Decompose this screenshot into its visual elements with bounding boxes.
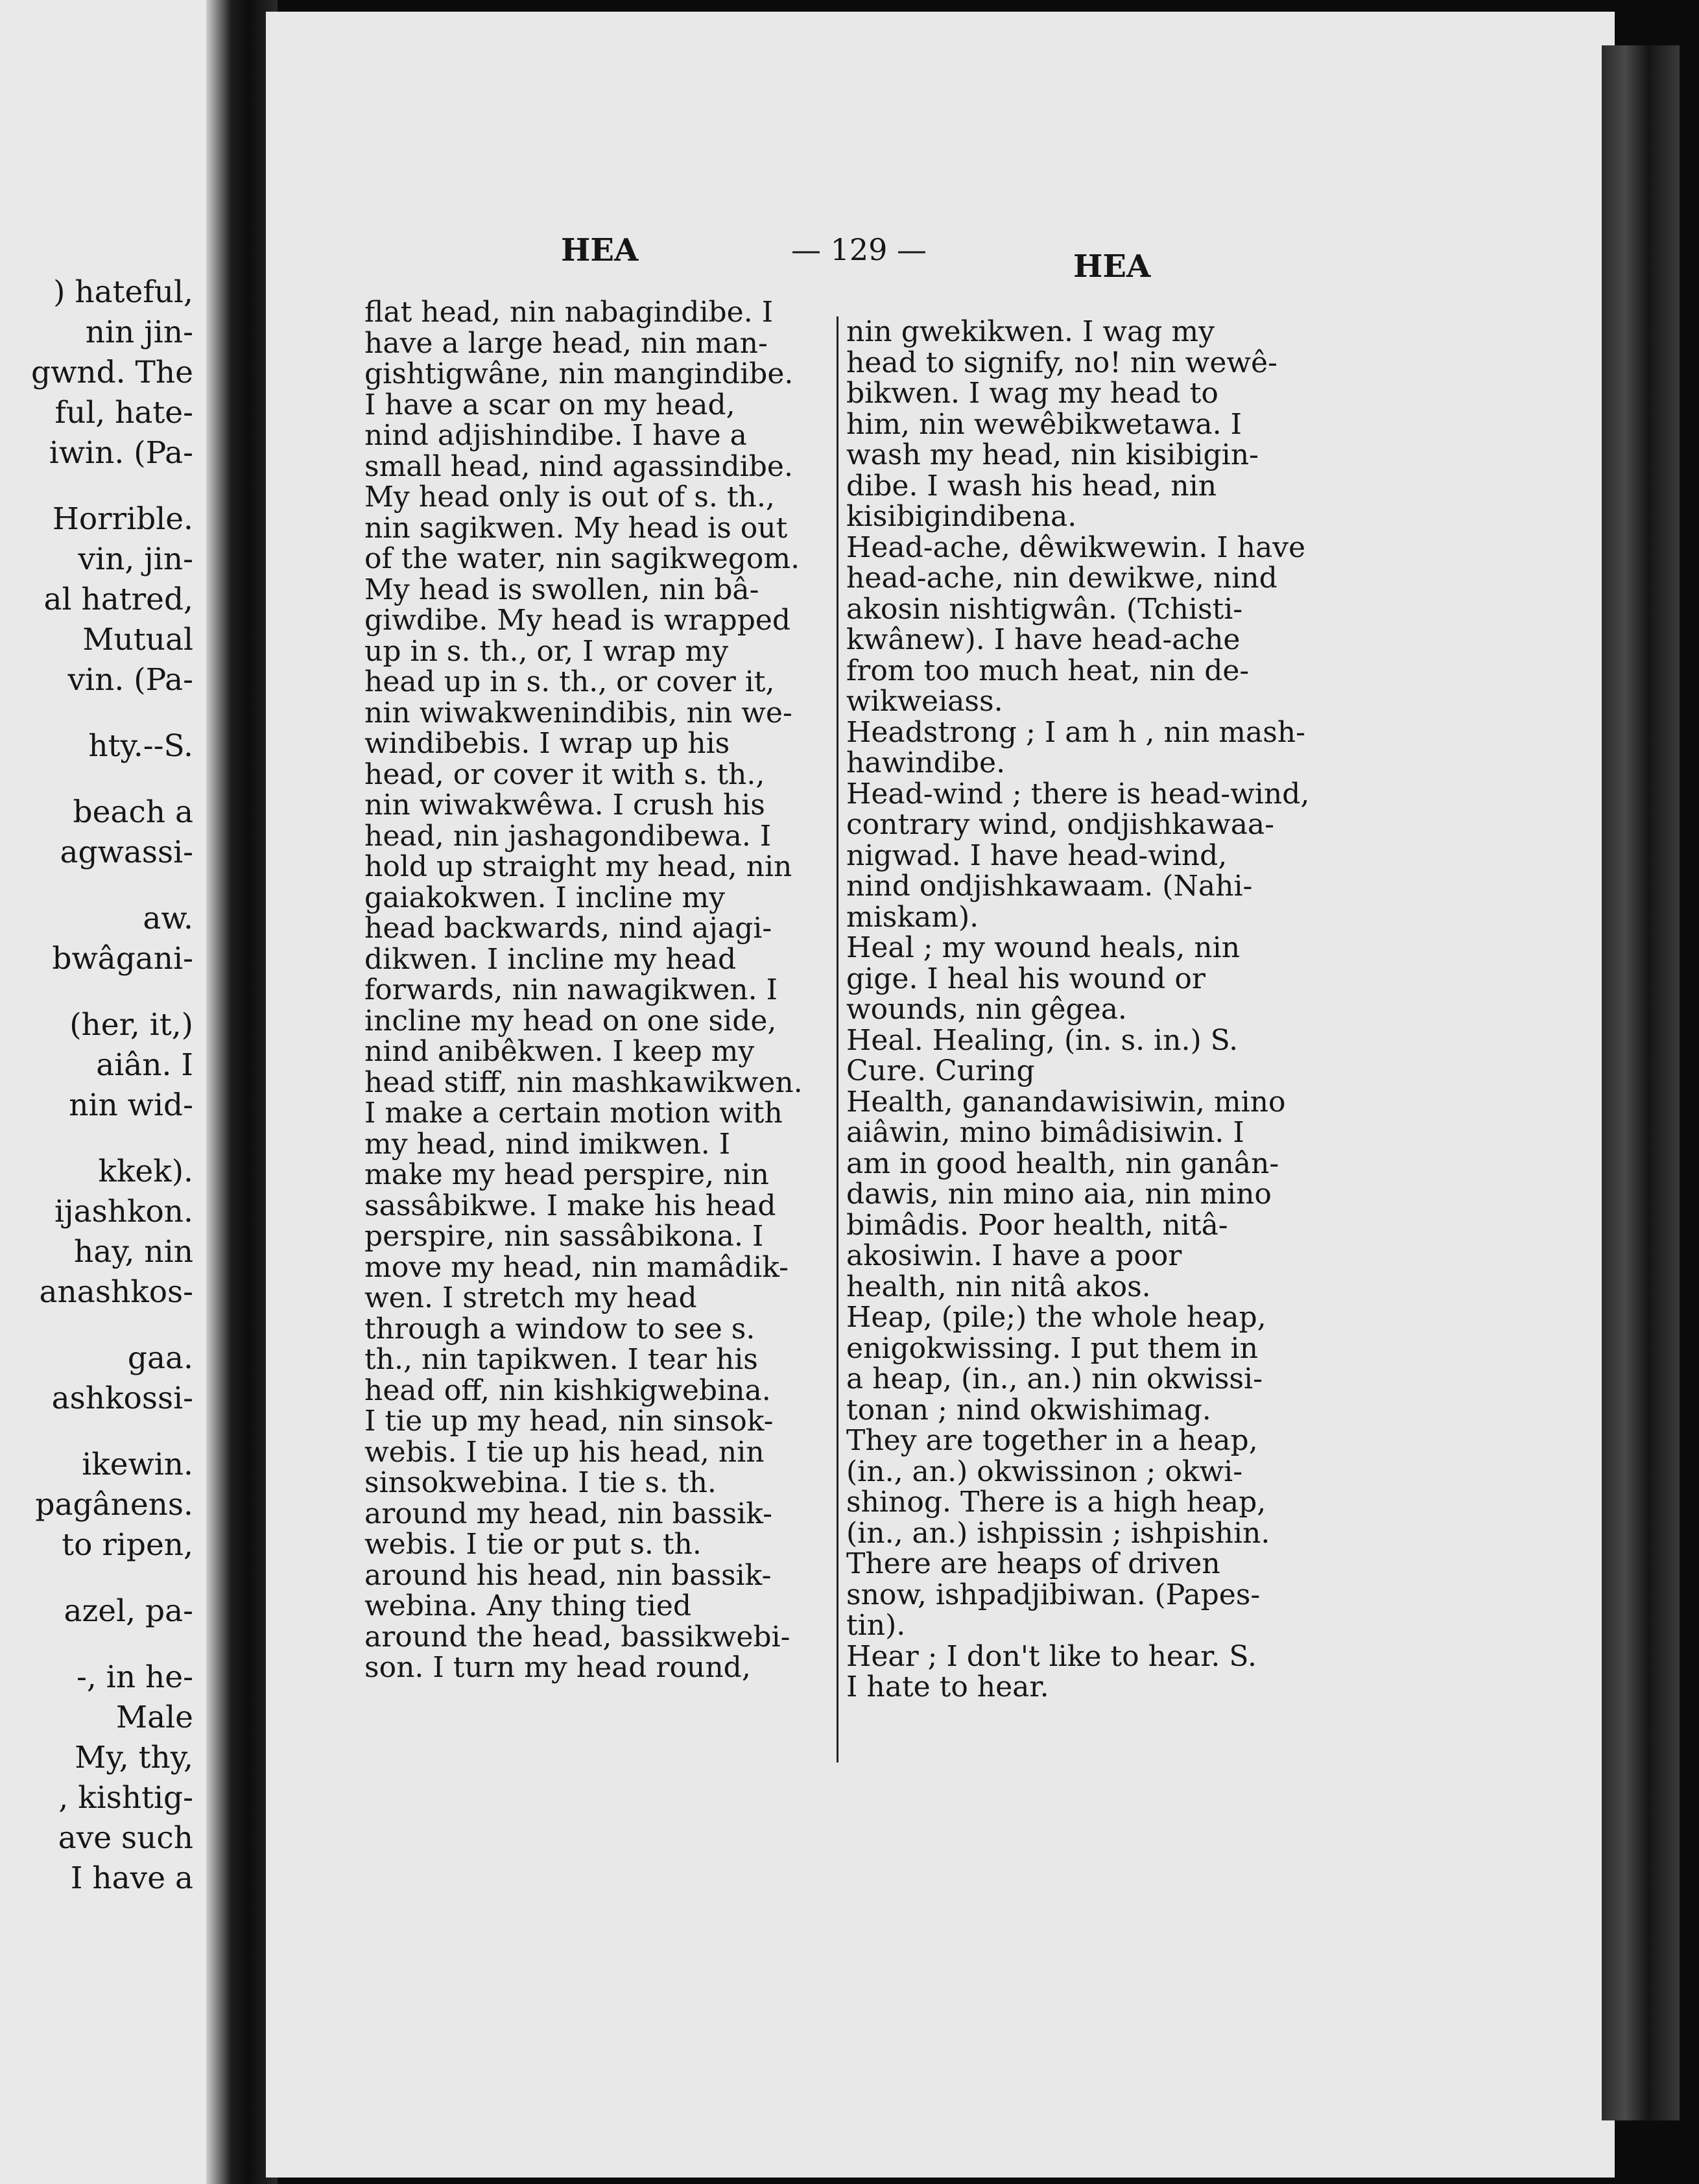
left-column-line: make my head perspire, nin [364, 1158, 769, 1191]
right-column-line: tin). [846, 1609, 906, 1642]
fragment-line: -, in he- [77, 1659, 193, 1695]
fragment-line: hty.--S. [88, 728, 193, 764]
left-column-line: head, nin jashagondibewa. I [364, 819, 772, 853]
page-number: — 129 — [791, 232, 927, 267]
right-column-line: Head-wind ; there is head-wind, [846, 777, 1310, 811]
fragment-gap [0, 1632, 206, 1657]
right-column-line: kwânew). I have head-ache [846, 623, 1241, 656]
left-column-line: of the water, nin sagikwegom. [364, 542, 800, 575]
fragment-line: ) hateful, [53, 274, 193, 310]
fragment-line: gaa. [127, 1340, 193, 1376]
right-column-line: miskam). [846, 900, 979, 934]
left-column-line: head off, nin kishkigwebina. [364, 1373, 771, 1407]
left-column-line: dikwen. I incline my head [364, 942, 737, 976]
column-divider [837, 316, 838, 1763]
fragment-line: Horrible. [52, 501, 193, 537]
left-column-line: around the head, bassikwebi- [364, 1620, 790, 1654]
fragment-line: , kishtig- [58, 1780, 193, 1816]
page-edge [1602, 45, 1680, 2120]
left-column-line: sinsokwebina. I tie s. th. [364, 1466, 717, 1499]
right-column-line: wash my head, nin kisibigin- [846, 438, 1259, 471]
dictionary-page [266, 12, 1615, 2178]
fragment-gap [0, 979, 206, 1005]
right-column-line: Hear ; I don't like to hear. S. [846, 1639, 1257, 1673]
previous-page-fragment [0, 0, 206, 2184]
right-column-line: nigwad. I have head-wind, [846, 838, 1228, 872]
left-column-line: giwdibe. My head is wrapped [364, 604, 791, 637]
right-column-line: bimâdis. Poor health, nitâ- [846, 1208, 1228, 1242]
fragment-line: kkek). [98, 1154, 193, 1189]
right-column-line: nin gwekikwen. I wag my [846, 315, 1215, 348]
right-column-line: Heal ; my wound heals, nin [846, 931, 1241, 964]
right-column-line: (in., an.) okwissinon ; okwi- [846, 1454, 1243, 1488]
right-column-line: him, nin wewêbikwetawa. I [846, 407, 1242, 441]
right-column-line: gige. I heal his wound or [846, 962, 1206, 995]
right-column-line: There are heaps of driven [846, 1547, 1220, 1580]
right-column-line: I hate to hear. [846, 1670, 1049, 1703]
fragment-line: to ripen, [62, 1527, 193, 1563]
left-column-line: small head, nind agassindibe. [364, 449, 793, 483]
right-column-line: dibe. I wash his head, nin [846, 469, 1217, 503]
right-column-line: Cure. Curing [846, 1054, 1035, 1087]
previous-page-text [0, 272, 206, 1899]
right-column-line: health, nin nitâ akos. [846, 1270, 1151, 1303]
left-column-line: I make a certain motion with [364, 1097, 783, 1130]
fragment-gap [0, 1565, 206, 1591]
left-column-line: incline my head on one side, [364, 1004, 777, 1038]
fragment-line: anashkos- [39, 1274, 193, 1310]
right-column-line: kisibigindibena. [846, 500, 1077, 533]
column-left [364, 297, 909, 1683]
fragment-line: bwâgani- [52, 941, 193, 977]
fragment-line: ave such [58, 1820, 193, 1856]
fragment-gap [0, 1312, 206, 1338]
fragment-gap [0, 766, 206, 792]
left-column-line: webina. Any thing tied [364, 1589, 691, 1622]
right-column-line: tonan ; nind okwishimag. [846, 1393, 1211, 1427]
left-column-line: webis. I tie up his head, nin [364, 1435, 765, 1469]
left-column-line: nind anibêkwen. I keep my [364, 1035, 755, 1068]
right-column-line: Health, ganandawisiwin, mino [846, 1085, 1286, 1119]
right-column-line: bikwen. I wag my head to [846, 377, 1218, 410]
fragment-gap [0, 873, 206, 899]
left-column-line: flat head, nin nabagindibe. I [364, 296, 774, 329]
right-column-line: contrary wind, ondjishkawaa- [846, 808, 1275, 841]
fragment-line: nin wid- [69, 1087, 193, 1123]
fragment-line: nin jin- [85, 315, 193, 350]
left-column-line: head backwards, nind ajagi- [364, 912, 772, 945]
right-column-line: snow, ishpadjibiwan. (Papes- [846, 1578, 1261, 1611]
right-column-line: a heap, (in., an.) nin okwissi- [846, 1362, 1263, 1395]
fragment-line: vin. (Pa- [67, 662, 193, 698]
left-column-line: My head is swollen, nin bâ- [364, 573, 759, 606]
fragment-line: pagânens. [35, 1487, 193, 1523]
fragment-line: gwnd. The [31, 355, 193, 390]
right-column-line: Heal. Healing, (in. s. in.) S. [846, 1023, 1239, 1057]
right-column-line: shinog. There is a high heap, [846, 1486, 1266, 1519]
fragment-line: ful, hate- [54, 395, 193, 431]
fragment-line: (her, it,) [69, 1007, 193, 1043]
left-column-line: wen. I stretch my head [364, 1281, 697, 1314]
right-column-line: Head-ache, dêwikwewin. I have [846, 530, 1306, 564]
fragment-line: azel, pa- [64, 1593, 193, 1629]
fragment-line: beach a [73, 794, 193, 830]
right-column-line: Headstrong ; I am h , nin mash- [846, 715, 1305, 749]
running-header [266, 219, 1615, 285]
right-column-line: wounds, nin gêgea. [846, 993, 1127, 1026]
fragment-line: ashkossi- [51, 1381, 193, 1416]
header-guide-word-right: HEA [1073, 248, 1151, 285]
right-column-line: Heap, (pile;) the whole heap, [846, 1301, 1266, 1334]
left-column-line: webis. I tie or put s. th. [364, 1528, 702, 1561]
left-column-line: son. I turn my head round, [364, 1651, 751, 1684]
left-column-line: nind adjishindibe. I have a [364, 419, 747, 452]
right-column-line: They are together in a heap, [846, 1424, 1258, 1457]
right-column-line: wikweiass. [846, 685, 1003, 718]
left-column-line: head, or cover it with s. th., [364, 757, 765, 791]
left-column-line: My head only is out of s. th., [364, 481, 775, 514]
left-column-line: nin wiwakwenindibis, nin we- [364, 696, 792, 730]
left-column-line: head up in s. th., or cover it, [364, 665, 775, 698]
right-column-line: am in good health, nin ganân- [846, 1146, 1279, 1180]
right-column-line: enigokwissing. I put them in [846, 1331, 1258, 1365]
left-column-line: windibebis. I wrap up his [364, 727, 730, 760]
right-column-line: head to signify, no! nin wewê- [846, 346, 1277, 379]
fragment-line: aiân. I [96, 1047, 193, 1083]
right-column-line: hawindibe. [846, 746, 1006, 779]
left-column-line: up in s. th., or, I wrap my [364, 634, 729, 668]
right-column-line: akosiwin. I have a poor [846, 1239, 1182, 1272]
left-column-line: th., nin tapikwen. I tear his [364, 1343, 758, 1376]
left-column-line: nin wiwakwêwa. I crush his [364, 789, 765, 822]
left-column-line: nin sagikwen. My head is out [364, 511, 788, 545]
fragment-line: Mutual [82, 622, 193, 658]
left-column-line: have a large head, nin man- [364, 326, 768, 360]
fragment-gap [0, 473, 206, 499]
fragment-line: Male [116, 1700, 193, 1735]
left-column-line: my head, nind imikwen. I [364, 1127, 731, 1161]
fragment-gap [0, 700, 206, 726]
left-column-line: around his head, nin bassik- [364, 1558, 772, 1592]
fragment-gap [0, 1126, 206, 1152]
header-guide-word-left: HEA [561, 232, 639, 268]
left-column-line: move my head, nin mamâdik- [364, 1250, 789, 1284]
fragment-line: My, thy, [75, 1740, 193, 1775]
fragment-line: I have a [70, 1860, 193, 1896]
fragment-line: ijashkon. [54, 1194, 193, 1229]
left-column-line: I have a scar on my head, [364, 388, 735, 421]
left-column-line: sassâbikwe. I make his head [364, 1189, 776, 1222]
right-column-line: aiâwin, mino bimâdisiwin. I [846, 1116, 1244, 1149]
left-column-line: I tie up my head, nin sinsok- [364, 1405, 774, 1438]
right-column-line: dawis, nin mino aia, nin mino [846, 1178, 1272, 1211]
left-column-line: forwards, nin nawagikwen. I [364, 973, 778, 1006]
fragment-line: ikewin. [82, 1447, 193, 1482]
left-column-line: gaiakokwen. I incline my [364, 881, 726, 914]
right-column-line: akosin nishtigwân. (Tchisti- [846, 592, 1243, 626]
fragment-line: aw. [143, 901, 193, 936]
column-right [846, 315, 1310, 1703]
left-column-line: through a window to see s. [364, 1312, 755, 1346]
left-column-line: perspire, nin sassâbikona. I [364, 1220, 764, 1253]
left-column-line: around my head, nin bassik- [364, 1497, 773, 1530]
fragment-line: vin, jin- [78, 541, 193, 577]
fragment-line: al hatred, [43, 582, 193, 617]
fragment-gap [0, 1419, 206, 1445]
left-column-line: head stiff, nin mashkawikwen. [364, 1065, 803, 1099]
right-column-line: from too much heat, nin de- [846, 654, 1250, 687]
fragment-line: hay, nin [73, 1234, 193, 1270]
right-column-line: head-ache, nin dewikwe, nind [846, 562, 1277, 595]
fragment-line: agwassi- [60, 835, 193, 870]
right-column-line: (in., an.) ishpissin ; ishpishin. [846, 1516, 1270, 1550]
right-column-line: nind ondjishkawaam. (Nahi- [846, 870, 1253, 903]
fragment-line: iwin. (Pa- [49, 435, 193, 471]
left-column-line: hold up straight my head, nin [364, 850, 792, 883]
left-column-line: gishtigwâne, nin mangindibe. [364, 357, 794, 390]
